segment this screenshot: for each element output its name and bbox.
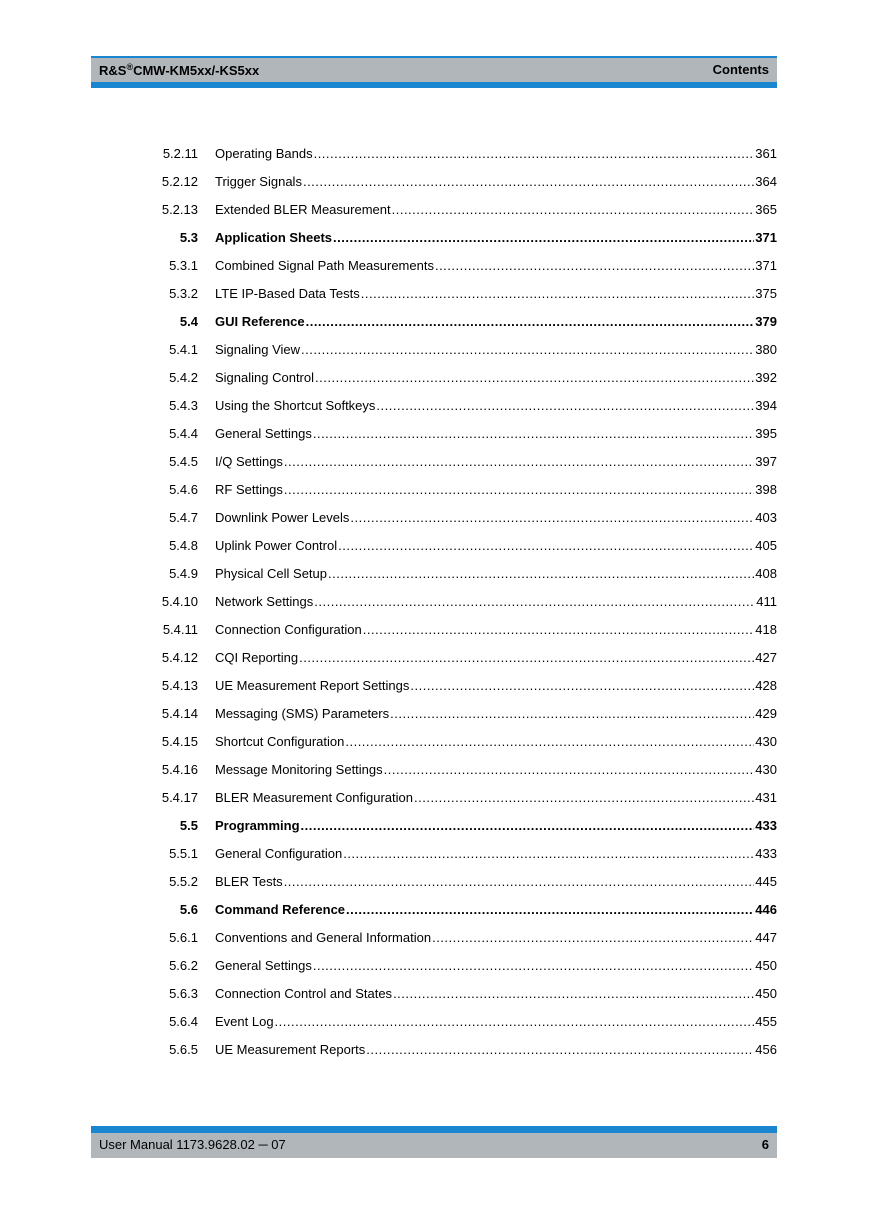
toc-section-number: 5.4.9 <box>169 566 198 581</box>
toc-title[interactable]: Event Log <box>215 1014 274 1029</box>
title-prefix: R&S <box>99 63 127 78</box>
toc-section-number: 5.4 <box>179 314 198 329</box>
toc-section-number: 5.2.11 <box>162 146 198 161</box>
toc-section-number: 5.6.2 <box>169 958 198 973</box>
toc-entry-line <box>215 616 777 644</box>
dot-leader <box>410 672 754 700</box>
toc-title[interactable]: CQI Reporting <box>215 650 299 665</box>
toc-entry-line <box>215 560 777 588</box>
toc-page-number[interactable]: 433 <box>755 846 777 861</box>
toc-entry[interactable] <box>0 840 869 868</box>
toc-section-number: 5.4.3 <box>169 398 198 413</box>
dot-leader <box>361 280 755 308</box>
toc-page-number[interactable]: 455 <box>755 1014 777 1029</box>
section-title: Contents <box>712 62 769 77</box>
toc-entry[interactable] <box>0 560 869 588</box>
toc-title[interactable]: BLER Tests <box>215 874 283 889</box>
dot-leader <box>392 196 755 224</box>
dot-leader <box>350 504 754 532</box>
toc-page-number[interactable]: 365 <box>755 202 777 217</box>
toc-section-number: 5.4.12 <box>161 650 198 665</box>
dot-leader <box>432 924 754 952</box>
toc-page-number[interactable]: 405 <box>755 538 777 553</box>
toc-entry[interactable] <box>0 812 869 840</box>
toc-title[interactable]: General Settings <box>215 958 312 973</box>
toc-entry-line <box>215 308 777 336</box>
toc-page-number[interactable]: 395 <box>755 426 777 441</box>
toc-section-number: 5.4.1 <box>169 342 198 357</box>
toc-section-number: 5.5.1 <box>169 846 198 861</box>
toc-page-number[interactable]: 430 <box>755 734 777 749</box>
page-number: 6 <box>761 1137 769 1152</box>
toc-page-number[interactable]: 397 <box>755 454 777 469</box>
dot-leader <box>301 812 755 840</box>
dot-leader <box>393 980 754 1008</box>
toc-section-number: 5.4.5 <box>169 454 198 469</box>
toc-section-number: 5.6.4 <box>169 1014 198 1029</box>
toc-entry-line <box>215 336 777 364</box>
toc-entry-line <box>215 476 777 504</box>
toc-page-number[interactable]: 445 <box>755 874 777 889</box>
toc-title[interactable]: General Settings <box>215 426 312 441</box>
dot-leader <box>366 1036 754 1064</box>
toc-entry[interactable] <box>0 504 869 532</box>
toc-entry[interactable] <box>0 252 869 280</box>
dot-leader <box>314 140 755 168</box>
toc-title[interactable]: Programming <box>215 818 300 833</box>
toc-entry[interactable] <box>0 952 869 980</box>
toc-section-number: 5.4.13 <box>161 678 198 693</box>
toc-entry-line <box>215 644 777 672</box>
toc-entry-line <box>215 784 777 812</box>
toc-section-number: 5.5 <box>179 818 198 833</box>
toc-entry-line <box>215 420 777 448</box>
toc-section-number: 5.6.3 <box>169 986 198 1001</box>
dot-leader <box>284 868 755 896</box>
toc-entry-line <box>215 448 777 476</box>
dot-leader <box>313 952 754 980</box>
toc-title[interactable]: Downlink Power Levels <box>215 510 350 525</box>
toc-page-number[interactable]: 379 <box>755 314 777 329</box>
toc-entry-line <box>215 504 777 532</box>
toc-entry[interactable] <box>0 364 869 392</box>
toc-entry-line <box>215 532 777 560</box>
page-footer <box>91 1126 777 1158</box>
dot-leader <box>343 840 754 868</box>
toc-page-number[interactable]: 447 <box>755 930 777 945</box>
toc-page-number[interactable]: 371 <box>755 258 777 273</box>
toc-page-number[interactable]: 403 <box>755 510 777 525</box>
toc-page-number[interactable]: 371 <box>755 230 777 245</box>
toc-entry-line <box>215 980 777 1008</box>
toc-entry[interactable] <box>0 140 869 168</box>
page-header <box>91 56 777 88</box>
toc-section-number: 5.6.1 <box>169 930 198 945</box>
toc-entry-line <box>215 280 777 308</box>
dot-leader <box>328 560 754 588</box>
toc-page-number[interactable]: 361 <box>755 146 777 161</box>
toc-title[interactable]: Physical Cell Setup <box>215 566 327 581</box>
dot-leader <box>346 896 754 924</box>
toc-entry[interactable] <box>0 644 869 672</box>
toc-title[interactable]: General Configuration <box>215 846 343 861</box>
title-suffix: CMW-KM5xx/-KS5xx <box>133 63 260 78</box>
toc-entry-line <box>215 700 777 728</box>
toc-entry-line <box>215 224 777 252</box>
toc-section-number: 5.6 <box>179 902 198 917</box>
toc-entry-line <box>215 840 777 868</box>
dot-leader <box>315 364 754 392</box>
dot-leader <box>303 168 754 196</box>
toc-section-number: 5.4.10 <box>161 594 198 609</box>
toc-entry[interactable] <box>0 532 869 560</box>
dot-leader <box>306 308 755 336</box>
toc-title[interactable]: Application Sheets <box>215 230 333 245</box>
toc-section-number: 5.4.6 <box>169 482 198 497</box>
toc-title[interactable]: UE Measurement Reports <box>215 1042 366 1057</box>
toc-entry[interactable] <box>0 756 869 784</box>
toc-page-number[interactable]: 398 <box>755 482 777 497</box>
toc-page-number[interactable]: 392 <box>755 370 777 385</box>
header-bottom-line <box>91 82 777 88</box>
toc-entry-line <box>215 140 777 168</box>
toc-title[interactable]: Network Settings <box>215 594 314 609</box>
toc-entry-line <box>215 756 777 784</box>
toc-entry-line <box>215 672 777 700</box>
dot-leader <box>333 224 754 252</box>
toc-page-number[interactable]: 394 <box>755 398 777 413</box>
toc-section-number: 5.2.13 <box>161 202 198 217</box>
dot-leader <box>314 588 755 616</box>
toc-title[interactable]: LTE IP-Based Data Tests <box>215 286 360 301</box>
dot-leader <box>435 252 754 280</box>
dot-leader <box>376 392 754 420</box>
toc-page-number[interactable]: 450 <box>755 958 777 973</box>
toc-title[interactable]: Trigger Signals <box>215 174 302 189</box>
toc-entry-line <box>215 924 777 952</box>
toc-entry[interactable] <box>0 420 869 448</box>
toc-page-number[interactable]: 364 <box>755 174 777 189</box>
dot-leader <box>363 616 755 644</box>
toc-title[interactable]: BLER Measurement Configuration <box>215 790 413 805</box>
toc-section-number: 5.4.2 <box>169 370 198 385</box>
toc-section-number: 5.4.11 <box>162 622 198 637</box>
toc-section-number: 5.3.1 <box>169 258 198 273</box>
toc-entry[interactable] <box>0 784 869 812</box>
toc-entry-line <box>215 896 777 924</box>
toc-section-number: 5.5.2 <box>169 874 198 889</box>
toc-entry[interactable] <box>0 616 869 644</box>
toc-entry-line <box>215 728 777 756</box>
toc-entry[interactable] <box>0 588 869 616</box>
dot-leader <box>338 532 754 560</box>
toc-entry-line <box>215 588 777 616</box>
toc-title[interactable]: Using the Shortcut Softkeys <box>215 398 376 413</box>
toc-page-number[interactable]: 446 <box>755 902 777 917</box>
toc-entry[interactable] <box>0 868 869 896</box>
toc-title[interactable]: I/Q Settings <box>215 454 283 469</box>
toc-entry[interactable] <box>0 448 869 476</box>
dot-leader <box>299 644 754 672</box>
toc-entry[interactable] <box>0 196 869 224</box>
toc-entry[interactable] <box>0 728 869 756</box>
toc-page-number[interactable]: 450 <box>755 986 777 1001</box>
toc-title[interactable]: Connection Configuration <box>215 622 362 637</box>
dot-leader <box>313 420 754 448</box>
toc-section-number: 5.4.4 <box>169 426 198 441</box>
dot-leader <box>345 728 754 756</box>
toc-page-number[interactable]: 431 <box>755 790 777 805</box>
toc-title[interactable]: RF Settings <box>215 482 283 497</box>
toc-section-number: 5.4.14 <box>161 706 198 721</box>
toc-section-number: 5.3.2 <box>169 286 198 301</box>
toc-entry-line <box>215 168 777 196</box>
toc-page-number[interactable]: 429 <box>755 706 777 721</box>
toc-entry[interactable] <box>0 224 869 252</box>
toc-entry-line <box>215 364 777 392</box>
toc-entry-line <box>215 1036 777 1064</box>
toc-section-number: 5.4.7 <box>169 510 198 525</box>
toc-title[interactable]: Shortcut Configuration <box>215 734 345 749</box>
toc-page-number[interactable]: 418 <box>755 622 777 637</box>
dot-leader <box>414 784 754 812</box>
toc-title[interactable]: Message Monitoring Settings <box>215 762 383 777</box>
toc-entry[interactable] <box>0 924 869 952</box>
toc-page-number[interactable]: 427 <box>755 650 777 665</box>
toc-section-number: 5.4.15 <box>161 734 198 749</box>
toc-title[interactable]: Messaging (SMS) Parameters <box>215 706 390 721</box>
toc-page-number[interactable]: 411 <box>756 594 777 609</box>
toc-entry[interactable] <box>0 280 869 308</box>
toc-entry-line <box>215 392 777 420</box>
toc-section-number: 5.6.5 <box>169 1042 198 1057</box>
dot-leader <box>390 700 754 728</box>
toc-entry-line <box>215 868 777 896</box>
toc-page-number[interactable]: 408 <box>755 566 777 581</box>
toc-title[interactable]: Extended BLER Measurement <box>215 202 391 217</box>
dot-leader <box>301 336 754 364</box>
toc-entry-line <box>215 196 777 224</box>
toc-title[interactable]: Combined Signal Path Measurements <box>215 258 434 273</box>
toc-title[interactable]: Command Reference <box>215 902 346 917</box>
footer-top-line <box>91 1126 777 1133</box>
toc-section-number: 5.4.16 <box>161 762 198 777</box>
toc-section-number: 5.3 <box>179 230 198 245</box>
toc-page-number[interactable]: 380 <box>755 342 777 357</box>
toc-title[interactable]: Signaling View <box>215 342 301 357</box>
toc-page-number[interactable]: 433 <box>755 818 777 833</box>
toc-entry[interactable] <box>0 168 869 196</box>
toc-entry[interactable] <box>0 980 869 1008</box>
toc-entry[interactable] <box>0 308 869 336</box>
toc-section-number: 5.4.8 <box>169 538 198 553</box>
toc-title[interactable]: Connection Control and States <box>215 986 393 1001</box>
toc-entry[interactable] <box>0 336 869 364</box>
toc-entry[interactable] <box>0 672 869 700</box>
toc-page-number[interactable]: 375 <box>755 286 777 301</box>
toc-title[interactable]: Operating Bands <box>215 146 313 161</box>
toc-entry-line <box>215 1008 777 1036</box>
toc-entry[interactable] <box>0 1008 869 1036</box>
dot-leader <box>275 1008 755 1036</box>
toc-page-number[interactable]: 428 <box>755 678 777 693</box>
toc-entry-line <box>215 952 777 980</box>
toc-title[interactable]: Uplink Power Control <box>215 538 338 553</box>
toc-entry[interactable] <box>0 476 869 504</box>
toc-section-number: 5.4.17 <box>161 790 198 805</box>
dot-leader <box>384 756 755 784</box>
dot-leader <box>284 476 754 504</box>
toc-page-number[interactable]: 456 <box>755 1042 777 1057</box>
toc-title[interactable]: UE Measurement Report Settings <box>215 678 410 693</box>
toc-entry[interactable] <box>0 700 869 728</box>
toc-title[interactable]: GUI Reference <box>215 314 305 329</box>
toc-title[interactable]: Conventions and General Information <box>215 930 432 945</box>
toc-entry-line <box>215 812 777 840</box>
dot-leader <box>284 448 754 476</box>
toc-entry[interactable] <box>0 392 869 420</box>
document-title <box>99 63 259 78</box>
registered-mark: ® <box>126 62 134 72</box>
toc-title[interactable]: Signaling Control <box>215 370 315 385</box>
toc-section-number: 5.2.12 <box>161 174 198 189</box>
toc-entry-line <box>215 252 777 280</box>
document-id: User Manual 1173.9628.02 ─ 07 <box>99 1137 286 1152</box>
toc-entry[interactable] <box>0 896 869 924</box>
toc-entry[interactable] <box>0 1036 869 1064</box>
toc-page-number[interactable]: 430 <box>755 762 777 777</box>
